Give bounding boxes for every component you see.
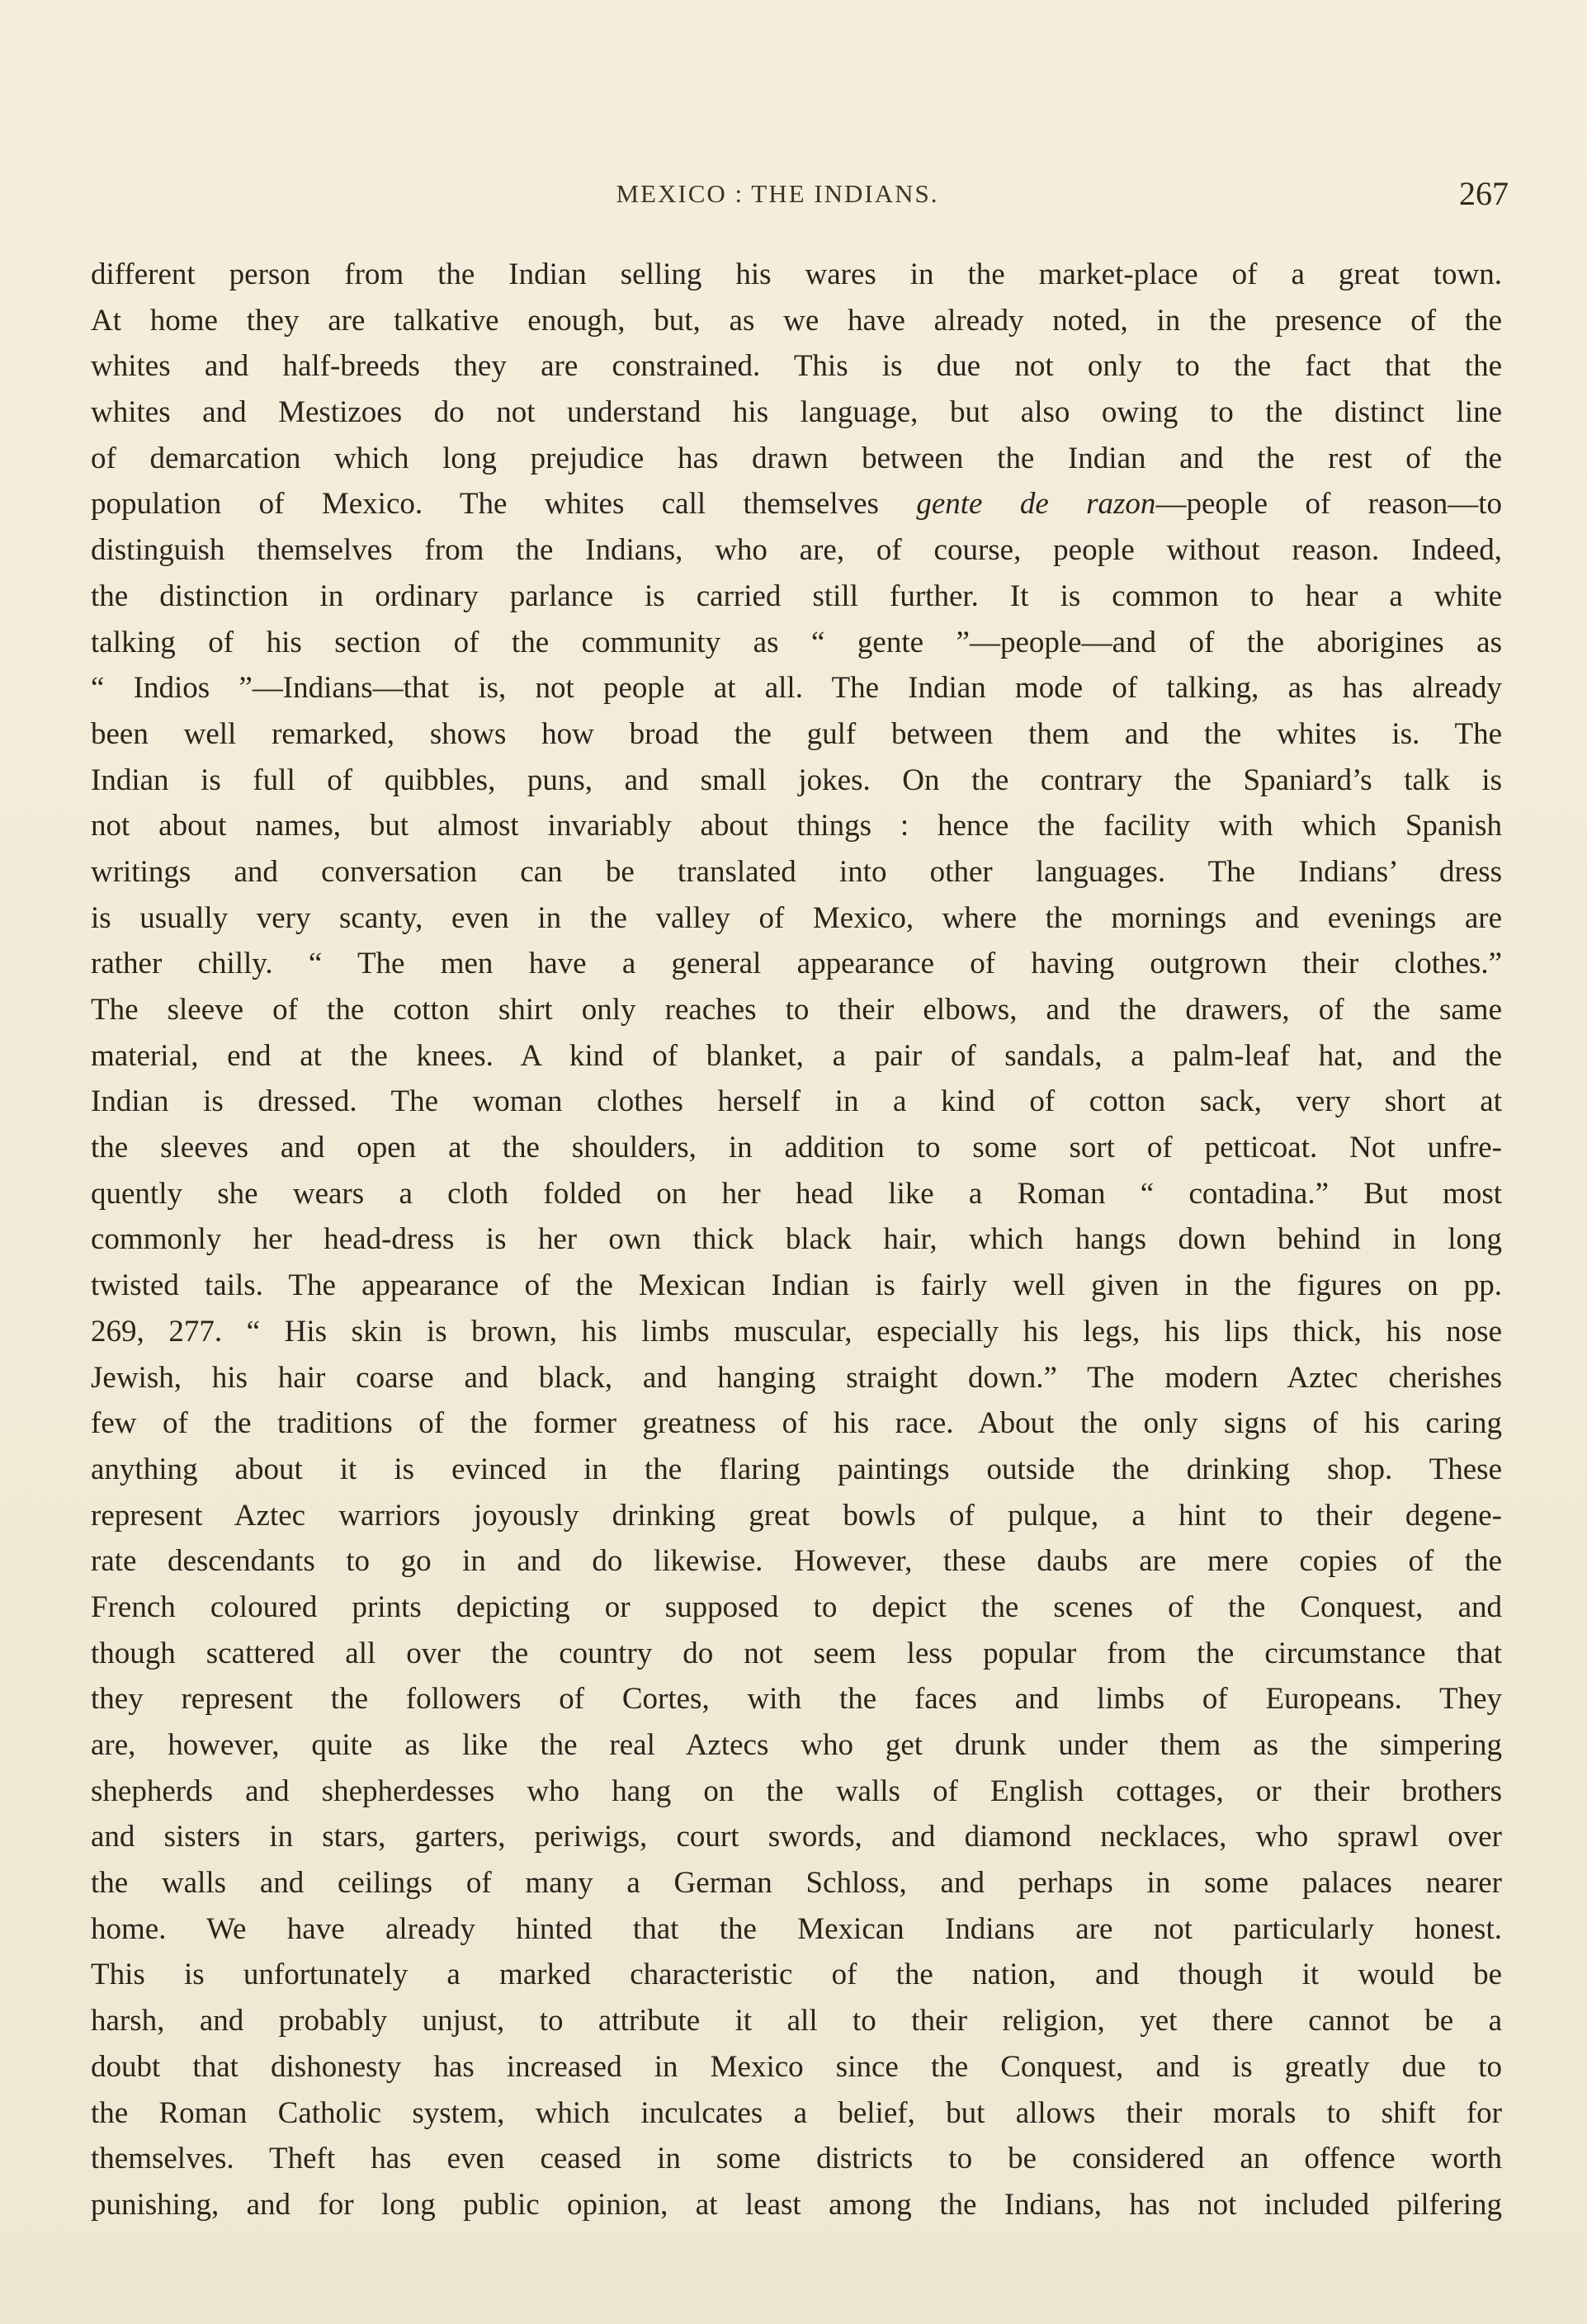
- text-line: Indian is full of quibbles, puns, and small jokes. On the contrary the Spaniard’s talk is: [91, 763, 1502, 797]
- text-line: commonly her head-dress is her own thick black hair, which hangs down behind in long: [91, 1222, 1502, 1257]
- running-head: [0, 169, 1587, 219]
- text-line: Indian is dressed. The woman clothes herself in a kind of cotton sack, very short at: [91, 1084, 1502, 1119]
- text-line: home. We have already hinted that the Mexican Indians are not particularly honest.: [91, 1911, 1502, 1946]
- text-line: talking of his section of the community as “ gente ”—people—and of the aborigines as: [91, 625, 1502, 659]
- text-line: whites and half-breeds they are constrained. This is due not only to the fact that the: [91, 349, 1502, 384]
- text-line: doubt that dishonesty has increased in Mexico since the Conquest, and is greatly due to: [91, 2049, 1502, 2084]
- text-line: harsh, and probably unjust, to attribute it all to their religion, yet there cannot be a: [91, 2004, 1502, 2038]
- text-line: few of the traditions of the former greatness of his race. About the only signs of his caring: [91, 1406, 1502, 1441]
- text-line: rate descendants to go in and do likewise. However, these daubs are mere copies of the: [91, 1544, 1502, 1579]
- text-line: and sisters in stars, garters, periwigs, court swords, and diamond necklaces, who sprawl over: [91, 1820, 1502, 1854]
- text-line: This is unfortunately a marked characteristic of the nation, and though it would be: [91, 1958, 1502, 1992]
- text-line: themselves. Theft has even ceased in some districts to be considered an offence worth: [91, 2142, 1502, 2176]
- text-line: At home they are talkative enough, but, as we have already noted, in the presence of the: [91, 303, 1502, 338]
- text-line: material, end at the knees. A kind of blanket, a pair of sandals, a palm-leaf hat, and the: [91, 1038, 1502, 1073]
- text-line: the Roman Catholic system, which inculcates a belief, but allows their morals to shift for: [91, 2095, 1502, 2130]
- text-line: different person from the Indian selling his wares in the market-place of a great town.: [91, 257, 1502, 291]
- text-line: “ Indios ”—Indians—that is, not people at all. The Indian mode of talking, as has already: [91, 671, 1502, 706]
- text-line: not about names, but almost invariably about things : hence the facility with which Spanish: [91, 809, 1502, 843]
- text-line: punishing, and for long public opinion, at least among the Indians, has not included pilfering: [91, 2187, 1502, 2222]
- text-line: 269, 277. “ His skin is brown, his limbs muscular, especially his legs, his lips thick, his nose: [91, 1314, 1502, 1349]
- text-line: though scattered all over the country do not seem less popular from the circumstance that: [91, 1636, 1502, 1670]
- italic-phrase: gente de razon: [916, 487, 1156, 522]
- text-line: they represent the followers of Cortes, with the faces and limbs of Europeans. They: [91, 1682, 1502, 1717]
- text-line: represent Aztec warriors joyously drinking great bowls of pulque, a hint to their degene-: [91, 1498, 1502, 1533]
- text-line: The sleeve of the cotton shirt only reaches to their elbows, and the drawers, of the same: [91, 993, 1502, 1027]
- text-line: anything about it is evinced in the flaring paintings outside the drinking shop. These: [91, 1452, 1502, 1486]
- text-line: is usually very scanty, even in the valley of Mexico, where the mornings and evenings are: [91, 900, 1502, 935]
- body-text: [91, 252, 1502, 2228]
- running-title: MEXICO : THE INDIANS.: [616, 179, 939, 208]
- text-line: rather chilly. “ The men have a general appearance of having outgrown their clothes.”: [91, 947, 1502, 981]
- page-number: 267: [1459, 175, 1509, 212]
- text-line: the sleeves and open at the shoulders, in addition to some sort of petticoat. Not unfre-: [91, 1131, 1502, 1165]
- text-line: been well remarked, shows how broad the gulf between them and the whites is. The: [91, 716, 1502, 751]
- text-line: are, however, quite as like the real Aztecs who get drunk under them as the simpering: [91, 1728, 1502, 1762]
- text-line: French coloured prints depicting or supposed to depict the scenes of the Conquest, and: [91, 1589, 1502, 1624]
- text-line: shepherds and shepherdesses who hang on the walls of English cottages, or their brothers: [91, 1774, 1502, 1808]
- text-line: population of Mexico. The whites call themselves gente de razon—people of reason—to: [91, 487, 1502, 522]
- text-line: whites and Mestizoes do not understand his language, but also owing to the distinct line: [91, 395, 1502, 430]
- text-line: of demarcation which long prejudice has drawn between the Indian and the rest of the: [91, 441, 1502, 475]
- text-line: writings and conversation can be translated into other languages. The Indians’ dress: [91, 854, 1502, 889]
- text-line: Jewish, his hair coarse and black, and hanging straight down.” The modern Aztec cherishes: [91, 1360, 1502, 1395]
- text-line: quently she wears a cloth folded on her head like a Roman “ contadina.” But most: [91, 1176, 1502, 1211]
- text-line: distinguish themselves from the Indians, who are, of course, people without reason. Indeed,: [91, 533, 1502, 568]
- text-line: the distinction in ordinary parlance is carried still further. It is common to hear a white: [91, 579, 1502, 613]
- text-line: the walls and ceilings of many a German Schloss, and perhaps in some palaces nearer: [91, 1866, 1502, 1901]
- text-line: twisted tails. The appearance of the Mexican Indian is fairly well given in the figures on pp.: [91, 1268, 1502, 1303]
